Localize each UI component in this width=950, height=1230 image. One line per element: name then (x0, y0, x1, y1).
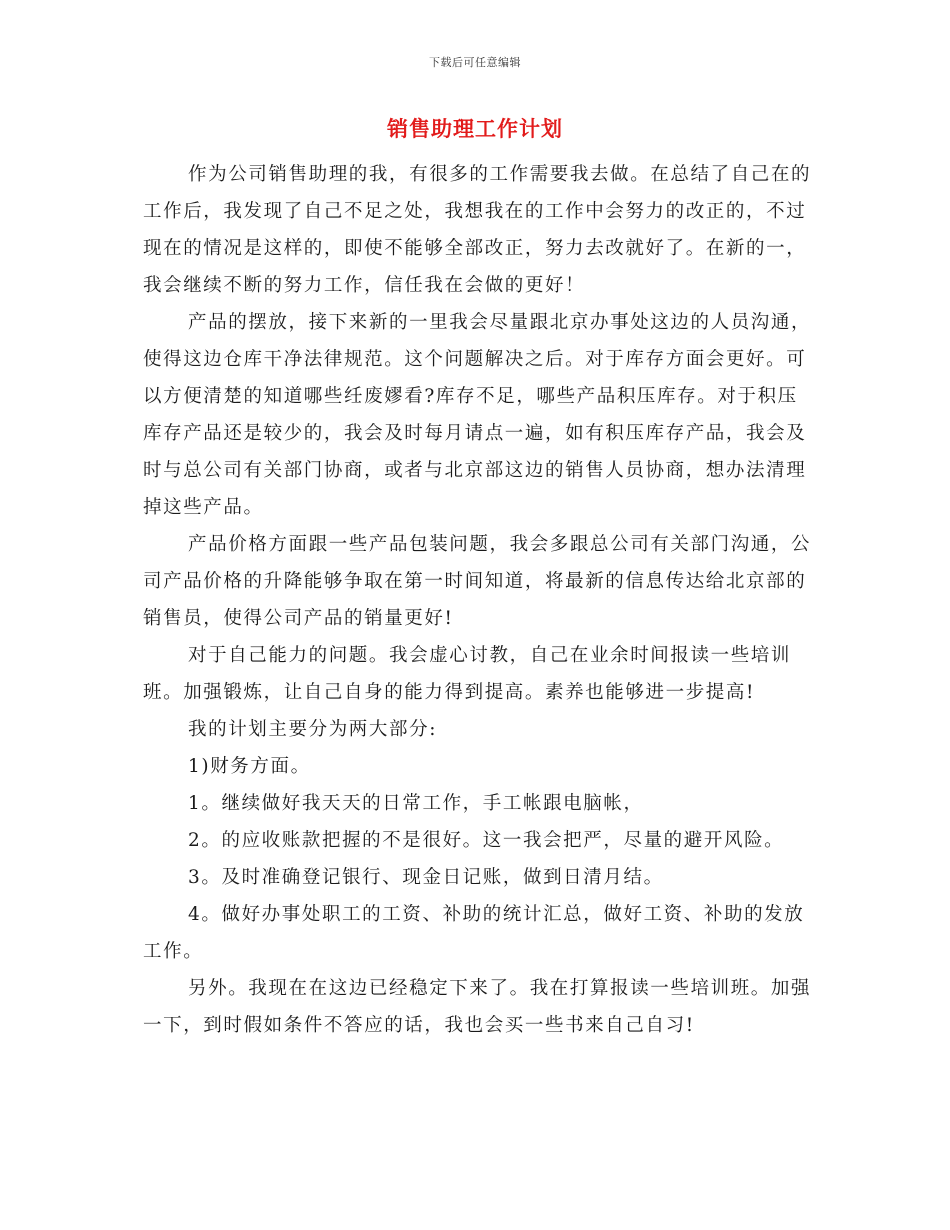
list-item: 3。及时准确登记银行、现金日记账，做到日清月结。 (188, 867, 664, 888)
paragraph-plan-intro: 我的计划主要分为两大部分: (188, 719, 438, 740)
list-item: 2。的应收账款把握的不是很好。这一我会把严，尽量的避开风险。 (188, 830, 785, 851)
list-item: 4。做好办事处职工的工资、补助的统计汇总，做好工资、补助的发放工作。 (143, 904, 805, 962)
header-note: 下载后可任意编辑 (429, 56, 521, 69)
paragraph-product-placement: 产品的摆放，接下来新的一里我会尽量跟北京办事处这边的人员沟通，使得这边仓库干净法律规范。这个问题解决之后。对于库存方面会更好。可以方便清楚的知道哪些纴废嫪看?库存不足，哪些产品积压库存。对于积压库存产品还是较少的，我会及时每月请点一遍，如有积压库存产品，我会及时与总公司有关部门协商，或者与北京部这边的销售人员协商，想办法清理掉这些产品。 (143, 312, 812, 518)
paragraph-self-improvement: 对于自己能力的问题。我会虚心讨教，自己在业余时间报读一些培训班。加强锻炼，让自己自身的能力得到提高。素养也能够进一步提高! (143, 645, 792, 703)
paragraph-intro: 作为公司销售助理的我，有很多的工作需要我去做。在总结了自己在的工作后，我发现了自己不足之处，我想我在的工作中会努力的改正的，不过现在的情况是这样的，即使不能够全部改正，努力去改就好了。在新的一，我会继续不断的努力工作，信任我在会做的更好！ (143, 164, 812, 296)
list-heading-finance: 1)财务方面。 (188, 756, 311, 777)
paragraph-closing: 另外。我现在在这边已经稳定下来了。我在打算报读一些培训班。加强一下，到时假如条件不答应的话，我也会买一些书来自己自习! (143, 978, 812, 1036)
paragraph-product-pricing: 产品价格方面跟一些产品包装问题，我会多跟总公司有关部门沟通，公司产品价格的升降能够争取在第一时间知道，将最新的信息传达给北京部的销售员，使得公司产品的销量更好! (143, 534, 812, 629)
document-title: 销售助理工作计划 (387, 116, 563, 141)
list-item: 1。继续做好我天天的日常工作，手工帐跟电脑帐， (188, 793, 644, 814)
document-body (143, 156, 813, 1044)
